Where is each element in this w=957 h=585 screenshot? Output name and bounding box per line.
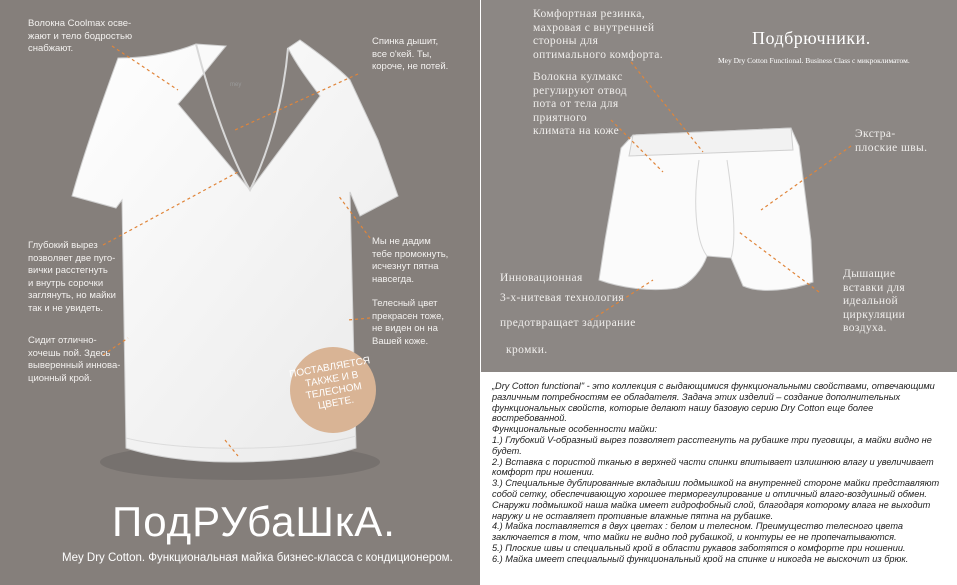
page-subtitle: Mey Dry Cotton. Функциональная майка бизнес-класса с кондиционером.	[62, 552, 453, 564]
callout-skin-color: Телесный цвет прекрасен тоже, не виден он на Вашей коже.	[372, 298, 445, 347]
callout-coolmax-fibers: Волокна кулмакс регулируют отвод пота от тела для приятного климата на коже	[533, 71, 628, 137]
color-badge	[290, 347, 376, 433]
underwear-subtitle: Mey Dry Cotton Functional. Business Class с микроклиматом.	[718, 56, 910, 65]
description-feature-4: 4.) Майка поставляется в двух цветах : белом и телесном. Преимущество телесного цвета заключается в том, что майки не видно под рубашкой, и контуры ее не пропечатываются.	[492, 521, 903, 543]
innovation-line-2: 3-х-нитевая технология	[500, 292, 625, 304]
description-intro: „Dry Cotton functional" - это коллекция с выдающимися функциональными свойствами, отвечающими различным потребностям ее обладателя. Задача этих изделий – создание дополнительных функциональных свойств, которые делают нашу базовую серию Dry Cotton еще более востребованной.	[492, 381, 935, 424]
page-title: ПодРУбаШкА.	[112, 498, 396, 545]
callout-coolmax: Волокна Coolmax осве- жают и тело бодростью снабжают.	[28, 18, 133, 54]
color-badge-text: ПОСТАВЛЯЕТСЯ ТАКЖЕ И В ТЕЛЕСНОМ ЦВЕТЕ.	[288, 355, 372, 412]
innovation-line-1: Инновационная	[500, 272, 583, 284]
callout-waistband: Комфортная резинка, махровая с внутренней стороны для оптимального комфорта.	[533, 8, 663, 61]
callout-deep-neckline: Глубокий вырез позволяет две пуго- вички расстегнуть и внутрь сорочки заглянуть, но майки так и не увидеть.	[28, 240, 116, 314]
innovation-line-4: кромки.	[506, 344, 548, 356]
description-feature-3: 3.) Специальные дублированные вкладыши подмышкой на внутренней стороне майки представляют собой сетку, обеспечивающую хорошее терморегулирование и отличный влаго-воздушный обмен. Снаружи подмышкой наша майка имеет гидрофобный слой, благодаря которому влага не выходит наружу и не оставляет противные влажные пятна на рубашке.	[492, 478, 940, 521]
callout-back-breathes: Спинка дышит, все о'кей. Ты, короче, не потей.	[372, 36, 449, 72]
description-feature-1: 1.) Глубокий V-образный вырез позволяет расстегнуть на рубашке три пуговицы, а майки видно не будет.	[492, 434, 932, 456]
innovation-line-3: предотвращает задирание	[500, 317, 636, 329]
callout-flat-seams: Экстра- плоские швы.	[855, 128, 928, 154]
underwear-title: Подбрючники.	[752, 28, 871, 48]
description-text	[492, 381, 947, 565]
description-feature-6: 6.) Майка имеет специальный функциональный крой на спинке и никогда не выскочит из брюк.	[492, 553, 909, 564]
tshirt-brand-label: mey	[230, 82, 242, 88]
callout-breathing-inserts: Дышащие вставки для идеальной циркуляции воздуха.	[843, 268, 906, 334]
description-features-heading: Функциональные особенности майки:	[492, 424, 658, 435]
description-feature-2: 2.) Вставка с пористой тканью в верхней части спинки впитывает излишнюю влагу и увеличивает комфорт при ношении.	[492, 456, 934, 478]
callout-no-sweat: Мы не дадим тебе промокнуть, исчезнут пятна навсегда.	[372, 236, 449, 285]
callout-cut: Сидит отлично- хочешь пой. Здесь выверенный иннова- ционный крой.	[28, 335, 121, 384]
description-feature-5: 5.) Плоские швы и специальный крой в области рукавов заботятся о комфорте при ношении.	[492, 542, 906, 553]
